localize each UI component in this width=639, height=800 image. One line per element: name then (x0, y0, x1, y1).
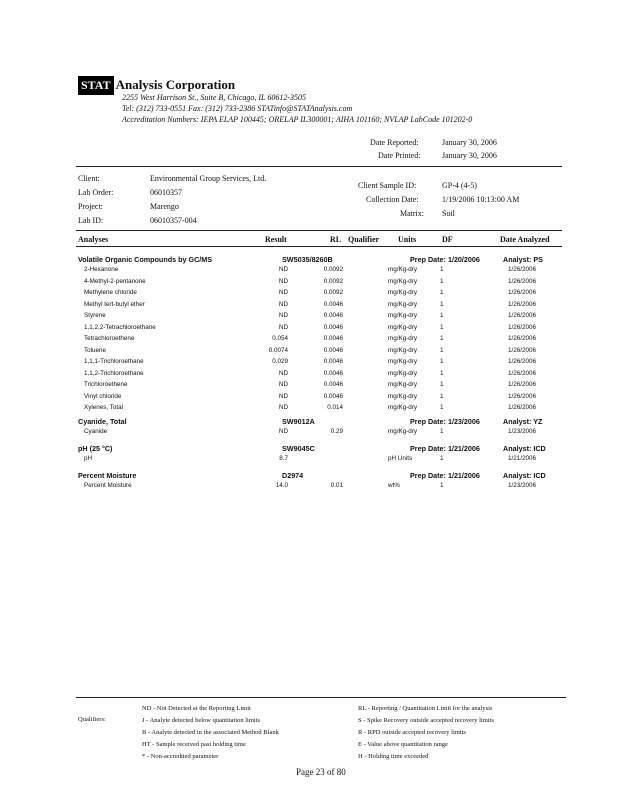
qualifier-item: HT - Sample received past holding time (142, 741, 246, 748)
result-value: ND (278, 289, 288, 296)
units-value: mg/Kg-dry (388, 381, 418, 388)
date-reported: January 30, 2006 (442, 138, 497, 147)
analyst: Analyst: YZ (503, 417, 543, 426)
qualifier-item: J - Analyte detected below quantitation limits (142, 717, 261, 724)
table-row (0, 381, 639, 391)
col-result: Result (265, 235, 287, 244)
date-printed: January 30, 2006 (442, 151, 497, 160)
analyte-name: 1,1,1-Trichloroethane (84, 358, 144, 365)
section-name: Volatile Organic Compounds by GC/MS (78, 255, 213, 264)
result-value: ND (278, 323, 288, 331)
rl-value: 0.01 (330, 482, 343, 489)
df-value: 1 (440, 358, 444, 365)
date-analyzed: 1/26/2006 (508, 404, 537, 411)
divider (76, 166, 562, 167)
section-header (0, 255, 639, 265)
rl-value: 0.0046 (323, 358, 343, 365)
analyte-name: 1,1,2,2-Tetrachloroethane (84, 323, 156, 331)
section-method: SW9012A (282, 417, 315, 426)
table-row (0, 358, 639, 368)
analyte-name: Cyanide (84, 428, 108, 435)
units-value: mg/Kg-dry (388, 428, 418, 435)
date-analyzed: 1/26/2006 (508, 346, 537, 354)
table-row (0, 370, 639, 380)
section-header (0, 471, 639, 481)
df-value: 1 (440, 404, 444, 411)
lab-order-label: Lab Order: (78, 188, 114, 197)
qualifier-item: R - RPD outside accepted recovery limits (358, 729, 466, 736)
qualifier-item: H - Holding time exceeded (358, 753, 429, 760)
date-analyzed: 1/26/2006 (508, 335, 537, 342)
date-analyzed: 1/26/2006 (508, 323, 537, 331)
df-value: 1 (440, 323, 444, 331)
result-value: ND (278, 369, 288, 377)
table-row (0, 266, 639, 276)
date-analyzed: 1/23/2006 (508, 428, 537, 435)
section-name: pH (25 °C) (78, 444, 113, 453)
rl-value: 0.0092 (323, 289, 343, 296)
rl-value: 0.0046 (323, 381, 343, 388)
date-analyzed: 1/21/2006 (508, 455, 537, 462)
units-value: mg/Kg-dry (388, 404, 418, 411)
rl-value: 0.0046 (323, 335, 343, 342)
result-value: 0.054 (272, 335, 288, 342)
prep-date: Prep Date: 1/20/2006 (410, 255, 480, 264)
date-analyzed: 1/26/2006 (508, 392, 537, 400)
logo-mark: STAT (78, 76, 114, 95)
section-method: SW9045C (282, 444, 315, 453)
df-value: 1 (440, 289, 444, 296)
date-analyzed: 1/23/2006 (508, 482, 537, 489)
units-value: mg/Kg-dry (388, 346, 418, 354)
date-analyzed: 1/26/2006 (508, 381, 537, 388)
rl-value: 0.0046 (323, 323, 343, 331)
df-value: 1 (440, 266, 444, 273)
analyte-name: Xylenes, Total (84, 404, 124, 411)
units-value: mg/Kg-dry (388, 289, 418, 296)
analyte-name: Vinyl chloride (84, 392, 122, 400)
result-value: ND (278, 392, 288, 400)
df-value: 1 (440, 369, 444, 377)
result-value: ND (278, 277, 288, 285)
units-value: wt% (388, 482, 400, 489)
date-analyzed: 1/26/2006 (508, 358, 537, 365)
units-value: mg/Kg-dry (388, 266, 418, 273)
analyte-name: Tetrachloroethene (84, 335, 135, 342)
df-value: 1 (440, 482, 444, 489)
col-rl: RL (330, 235, 342, 244)
col-qualifier: Qualifier (348, 235, 380, 244)
collection-date-label: Collection Date: (366, 195, 419, 204)
qualifier-item: RL - Reporting / Quantitation Limit for the analysis (358, 705, 493, 712)
section-header (0, 444, 639, 454)
date-analyzed: 1/26/2006 (508, 277, 537, 285)
prep-date: Prep Date: 1/23/2006 (410, 417, 480, 426)
qualifier-item: * - Non-accredited parameter (142, 753, 219, 760)
matrix: Soil (442, 209, 455, 218)
table-row (0, 335, 639, 345)
table-row (0, 455, 639, 465)
col-units: Units (398, 235, 417, 244)
date-printed-label: Date Printed: (378, 151, 421, 160)
rl-value: 0.0046 (323, 346, 343, 354)
divider (76, 697, 566, 698)
result-value: ND (278, 266, 288, 273)
units-value: pH Units (388, 455, 413, 462)
section-method: D2974 (282, 471, 304, 480)
divider (76, 246, 562, 247)
result-value: ND (278, 300, 288, 308)
result-value: ND (278, 404, 288, 411)
table-row (0, 347, 639, 357)
analyte-name: 2-Hexanone (84, 266, 119, 273)
date-analyzed: 1/26/2006 (508, 369, 537, 377)
analyte-name: Percent Moisture (84, 482, 132, 489)
date-analyzed: 1/26/2006 (508, 312, 537, 319)
table-row (0, 278, 639, 288)
rl-value: 0.0046 (323, 300, 343, 308)
table-row (0, 393, 639, 403)
section-header (0, 417, 639, 427)
project-label: Project: (78, 202, 103, 211)
table-row (0, 428, 639, 438)
table-row (0, 289, 639, 299)
rl-value: 0.0092 (323, 277, 343, 285)
sample-id-label: Client Sample ID: (358, 181, 417, 190)
df-value: 1 (440, 312, 444, 319)
analyte-name: 1,1,2-Trichloroethane (84, 369, 144, 377)
units-value: mg/Kg-dry (388, 300, 418, 308)
rl-value: 0.0092 (323, 266, 343, 273)
date-reported-label: Date Reported: (370, 138, 419, 147)
analyte-name: Methyl tert-butyl ether (84, 300, 145, 308)
section-name: Percent Moisture (78, 471, 137, 480)
company-contact: Tel: (312) 733-0551 Fax: (312) 733-2386 STATinfo@STATAnalysis.com (122, 104, 353, 113)
units-value: mg/Kg-dry (388, 312, 418, 319)
qualifier-item: S - Spike Recovery outside accepted recovery limits (358, 717, 494, 724)
df-value: 1 (440, 300, 444, 308)
analyte-name: pH (84, 455, 93, 462)
df-value: 1 (440, 455, 444, 462)
section-method: SW5035/8260B (282, 255, 333, 264)
units-value: mg/Kg-dry (388, 335, 418, 342)
qualifier-item: E - Value above quantitation range (358, 741, 448, 748)
rl-value: 0.0046 (323, 392, 343, 400)
page-number: Page 23 of 80 (296, 767, 346, 777)
sample-id: GP-4 (4-5) (442, 181, 477, 190)
rl-value: 0.0046 (323, 369, 343, 377)
result-value: ND (278, 381, 288, 388)
qualifier-item: ND - Not Detected at the Reporting Limit (142, 705, 251, 712)
date-analyzed: 1/26/2006 (508, 266, 537, 273)
lab-id-label: Lab ID: (78, 216, 104, 225)
col-date-analyzed: Date Analyzed (500, 235, 550, 244)
rl-value: 0.014 (327, 404, 343, 411)
analyst: Analyst: ICD (503, 444, 546, 453)
analyte-name: Trichloroethene (84, 381, 128, 388)
company-name: Analysis Corporation (115, 77, 236, 92)
df-value: 1 (440, 346, 444, 354)
analyte-name: Methylene chloride (84, 289, 137, 296)
analyte-name: Styrene (84, 312, 106, 319)
qualifiers-label: Qualifiers: (78, 716, 106, 723)
lab-id: 06010357-004 (150, 216, 197, 225)
matrix-label: Matrix: (400, 209, 424, 218)
divider (76, 230, 562, 231)
prep-date: Prep Date: 1/21/2006 (410, 471, 480, 480)
rl-value: 0.0046 (323, 312, 343, 319)
df-value: 1 (440, 392, 444, 400)
collection-date: 1/19/2006 10:13:00 AM (442, 195, 520, 204)
company-address: 2255 West Harrison St., Suite B, Chicago, IL 60612-3505 (122, 93, 307, 102)
section-name: Cyanide, Total (78, 417, 127, 426)
lab-order: 06010357 (150, 188, 182, 197)
project: Marengo (150, 202, 179, 211)
analyte-name: Toluene (84, 346, 107, 354)
result-value: 14.0 (275, 482, 288, 489)
client-name: Environmental Group Services, Ltd. (150, 174, 267, 183)
result-value: ND (278, 312, 288, 319)
result-value: ND (278, 428, 288, 435)
analyst: Analyst: PS (503, 255, 543, 264)
units-value: mg/Kg-dry (388, 369, 418, 377)
company-accreditation: Accreditation Numbers: IEPA ELAP 100445; ORELAP IL300001; AIHA 101160; NVLAP LabCode 101202-0 (122, 115, 473, 124)
df-value: 1 (440, 335, 444, 342)
result-value: 0.0074 (268, 346, 288, 354)
result-value: 8.7 (279, 455, 288, 462)
units-value: mg/Kg-dry (388, 358, 418, 365)
table-row (0, 482, 639, 492)
date-analyzed: 1/26/2006 (508, 300, 537, 308)
result-value: 0.029 (272, 358, 288, 365)
col-analyses: Analyses (78, 235, 109, 244)
df-value: 1 (440, 428, 444, 435)
units-value: mg/Kg-dry (388, 277, 418, 285)
table-row (0, 324, 639, 334)
df-value: 1 (440, 381, 444, 388)
df-value: 1 (440, 277, 444, 285)
analyte-name: 4-Methyl-2-pentanone (84, 277, 146, 285)
qualifier-item: B - Analyte detected in the associated Method Blank (142, 729, 279, 736)
date-analyzed: 1/26/2006 (508, 289, 537, 296)
table-row (0, 301, 639, 311)
units-value: mg/Kg-dry (388, 323, 418, 331)
prep-date: Prep Date: 1/21/2006 (410, 444, 480, 453)
col-df: DF (442, 235, 453, 244)
units-value: mg/Kg-dry (388, 392, 418, 400)
rl-value: 0.29 (330, 428, 343, 435)
table-row (0, 312, 639, 322)
analyst: Analyst: ICD (503, 471, 546, 480)
table-row (0, 404, 639, 414)
client-label: Client: (78, 174, 100, 183)
